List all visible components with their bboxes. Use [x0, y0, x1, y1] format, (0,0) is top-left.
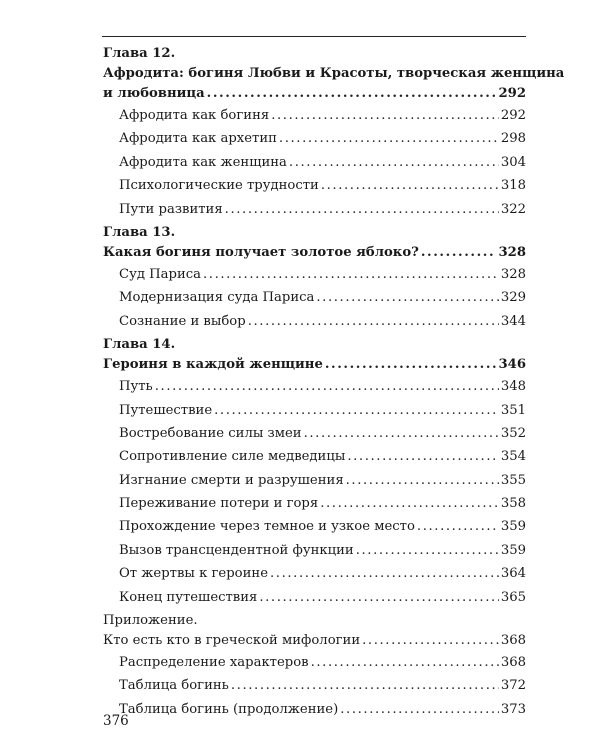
page-number: 368	[500, 655, 526, 671]
chapter-13-entry: Какая богиня получает золотое яблоко? ..... 328	[103, 243, 526, 263]
toc-item: Распределение характеров ..... 368	[103, 651, 526, 674]
appendix-label: Приложение.	[103, 613, 198, 629]
dot-leader	[231, 674, 499, 697]
dot-leader	[304, 422, 499, 445]
toc-item: Таблица богинь (продолжение) ..... 373	[103, 698, 526, 721]
dot-leader	[203, 263, 499, 286]
dot-leader	[346, 469, 499, 492]
chapter-13-label: Глава 13.	[103, 224, 176, 240]
toc-item: Афродита как женщина ..... 304	[103, 151, 526, 174]
page-number: 359	[500, 519, 526, 535]
chapter-14-entry: Героиня в каждой женщине ..... 346	[103, 355, 526, 375]
page-number: 351	[500, 402, 526, 418]
page-number: 372	[500, 678, 526, 694]
page-number: 322	[500, 201, 526, 217]
toc-item: Модернизация суда Париса ..... 329	[103, 286, 526, 309]
dot-leader	[320, 492, 499, 515]
chapter-14-label: Глава 14.	[103, 337, 176, 353]
chapter-12-label: Глава 12.	[103, 46, 176, 61]
toc-item: Путешествие ..... 351	[103, 399, 526, 422]
page-number: 329	[500, 290, 526, 306]
page-number: 298	[500, 131, 526, 147]
dot-leader	[259, 586, 498, 609]
chapter-12-entry: и любовница ..... 292	[103, 84, 526, 104]
page-number: 358	[500, 496, 526, 512]
page-number: 328	[500, 266, 526, 282]
dot-leader	[155, 375, 499, 398]
toc-item: Путь ..... 348	[103, 375, 526, 398]
page-number: 373	[500, 701, 526, 717]
dot-leader	[270, 562, 499, 585]
dot-leader	[311, 651, 499, 674]
table-of-contents	[103, 44, 565, 721]
dot-leader	[207, 84, 497, 104]
dot-leader	[225, 198, 499, 221]
page-number: 304	[500, 154, 526, 170]
dot-leader	[356, 539, 499, 562]
dot-leader	[248, 310, 499, 333]
page-number: 292	[500, 108, 526, 123]
toc-item: Психологические трудности ..... 318	[103, 174, 526, 197]
dot-leader	[325, 355, 497, 375]
toc-item: Сопротивление силе медведицы ..... 354	[103, 445, 526, 468]
toc-item: Афродита как архетип ..... 298	[103, 127, 526, 150]
dot-leader	[417, 515, 499, 538]
page-number: 292	[498, 86, 526, 101]
dot-leader	[214, 399, 499, 422]
folio-page-number: 376	[103, 713, 129, 729]
dot-leader	[271, 104, 499, 127]
dot-leader	[279, 127, 499, 150]
page-number: 346	[498, 357, 526, 373]
top-rule	[102, 36, 526, 37]
chapter-12-title: Афродита: богиня Любви и Красоты, творческая женщина	[103, 66, 565, 81]
toc-item: Пути развития ..... 322	[103, 198, 526, 221]
page-number: 368	[500, 633, 526, 649]
toc-item: Сознание и выбор ..... 344	[103, 310, 526, 333]
toc-item: Суд Париса ..... 328	[103, 263, 526, 286]
toc-item: Прохождение через темное и узкое место ..... 359	[103, 515, 526, 538]
page-number: 354	[500, 449, 526, 465]
page-number: 355	[500, 472, 526, 488]
toc-item: Вызов трансцендентной функции ..... 359	[103, 539, 526, 562]
page-number: 328	[498, 244, 526, 260]
toc-item: Афродита как богиня ..... 292	[103, 104, 526, 127]
toc-item: Востребование силы змеи ..... 352	[103, 422, 526, 445]
appendix-entry: Кто есть кто в греческой мифологии ..... 368	[103, 631, 526, 651]
dot-leader	[362, 631, 499, 651]
page-number: 352	[500, 425, 526, 441]
page-number: 359	[500, 542, 526, 558]
toc-item: Изгнание смерти и разрушения ..... 355	[103, 469, 526, 492]
dot-leader	[347, 445, 499, 468]
dot-leader	[289, 151, 499, 174]
dot-leader	[340, 698, 499, 721]
toc-item: Таблица богинь ..... 372	[103, 674, 526, 697]
page-number: 365	[500, 589, 526, 605]
page-number: 344	[500, 313, 526, 329]
page-number: 364	[500, 566, 526, 582]
page-number: 318	[500, 178, 526, 194]
page-number: 348	[500, 379, 526, 395]
dot-leader	[321, 174, 499, 197]
dot-leader	[421, 243, 497, 263]
toc-item: Переживание потери и горя ..... 358	[103, 492, 526, 515]
toc-item: От жертвы к героине ..... 364	[103, 562, 526, 585]
dot-leader	[316, 286, 498, 309]
toc-item: Конец путешествия ..... 365	[103, 586, 526, 609]
